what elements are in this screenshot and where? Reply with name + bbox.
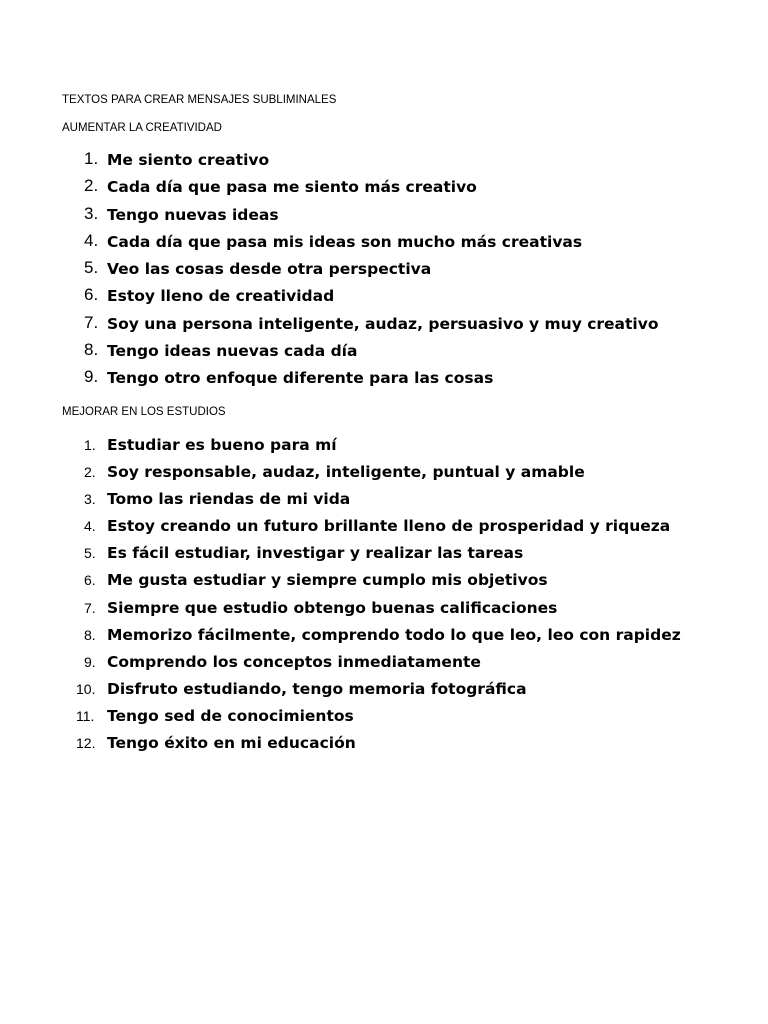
list-item-text: Tengo nuevas ideas (107, 205, 279, 224)
list-item-number: 1. (84, 149, 99, 168)
list-item-text: Cada día que pasa me siento más creativo (107, 178, 477, 197)
list-item-number: 3. (84, 203, 99, 223)
list-item-text: Comprendo los conceptos inmediatamente (107, 652, 481, 671)
list-item-number: 3. (84, 491, 96, 508)
list-item-number: 12. (76, 735, 96, 752)
list-item-number: 1. (84, 437, 96, 453)
list-item-text: Estoy creando un futuro brillante lleno de prosperidad y riqueza (107, 517, 671, 536)
list-item-text: Estoy lleno de creatividad (107, 287, 335, 306)
section-heading-creatividad: AUMENTAR LA CREATIVIDAD (62, 122, 222, 134)
list-item-text: Estudiar es bueno para mí (107, 436, 337, 454)
list-item-number: 9. (84, 653, 96, 670)
list-item-number: 8. (84, 626, 96, 643)
list-item-number: 7. (84, 312, 99, 332)
list-item-number: 11. (76, 707, 95, 724)
list-item-text: Me gusta estudiar y siempre cumplo mis objetivos (107, 571, 548, 590)
list-item-number: 9. (84, 367, 99, 387)
document-title: TEXTOS PARA CREAR MENSAJES SUBLIMINALES (62, 94, 337, 106)
list-item-number: 7. (84, 599, 96, 616)
list-item-text: Tengo sed de conocimientos (107, 706, 354, 725)
list-item-text: Tomo las riendas de mi vida (107, 490, 351, 509)
list-item-number: 2. (84, 176, 99, 196)
list-item-text: Siempre que estudio obtengo buenas calificaciones (107, 598, 558, 617)
list-item-number: 10. (76, 680, 96, 697)
list-item-text: Soy una persona inteligente, audaz, persuasivo y muy creativo (107, 314, 659, 333)
list-item-number: 5. (84, 545, 96, 562)
list-item-text: Es fácil estudiar, investigar y realizar las tareas (107, 544, 524, 563)
list-item-number: 2. (84, 464, 96, 481)
list-item-text: Tengo ideas nuevas cada día (107, 342, 358, 361)
list-item-text: Me siento creativo (107, 151, 270, 169)
list-item-number: 6. (84, 285, 99, 305)
list-item-number: 4. (84, 230, 99, 250)
list-item-number: 8. (84, 340, 99, 360)
list-item-text: Tengo otro enfoque diferente para las cosas (107, 369, 494, 388)
list-item-text: Soy responsable, audaz, inteligente, puntual y amable (107, 463, 585, 482)
list-item-text: Tengo éxito en mi educación (107, 734, 356, 753)
section-heading-estudios: MEJORAR EN LOS ESTUDIOS (62, 406, 226, 418)
list-item-text: Memorizo fácilmente, comprendo todo lo que leo, leo con rapidez (107, 625, 681, 644)
list-item-text: Disfruto estudiando, tengo memoria fotográfica (107, 679, 527, 698)
list-item-number: 6. (84, 572, 96, 589)
list-item-text: Cada día que pasa mis ideas son mucho más creativas (107, 232, 583, 251)
list-item-number: 5. (84, 258, 99, 278)
list-item-text: Veo las cosas desde otra perspectiva (107, 260, 432, 279)
list-item-number: 4. (84, 518, 96, 535)
